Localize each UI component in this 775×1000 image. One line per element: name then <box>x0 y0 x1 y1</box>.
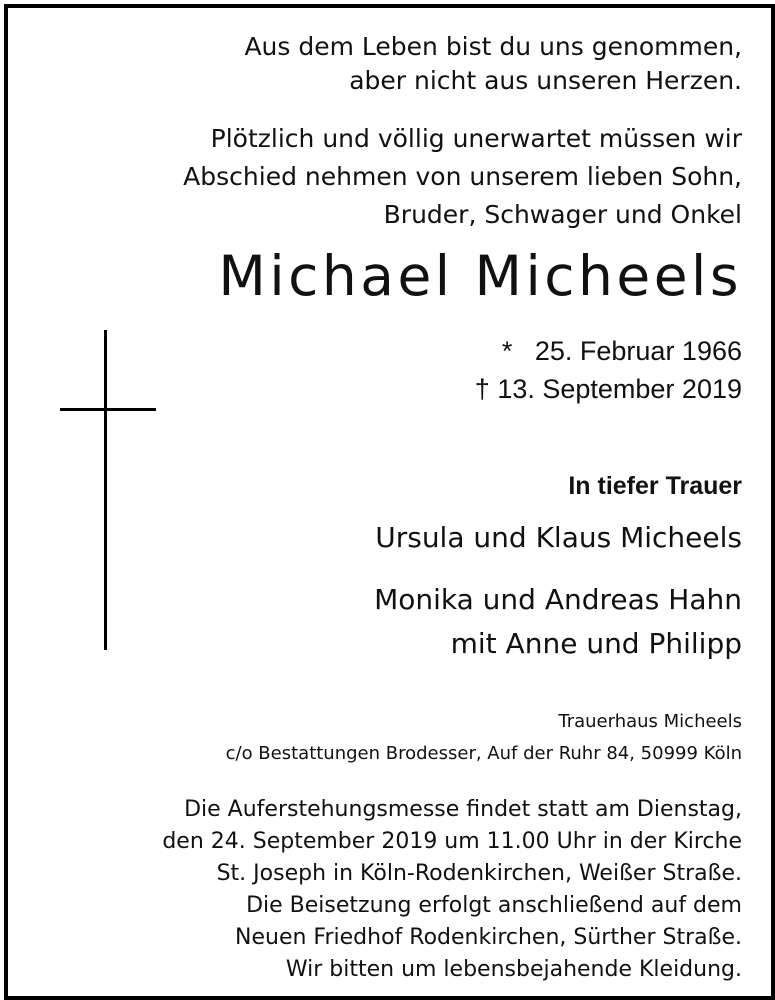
service-line: den 24. September 2019 um 11.00 Uhr in der Kirche <box>162 829 742 854</box>
address-line: Trauerhaus Micheels <box>558 711 742 732</box>
death-date-line <box>475 370 742 408</box>
cross-icon-vertical <box>104 330 107 650</box>
birth-date: 25. Februar 1966 <box>534 336 742 366</box>
cross-icon-horizontal <box>60 408 156 411</box>
condolence-address <box>226 706 742 770</box>
service-line: Die Beisetzung erfolgt anschließend auf dem <box>246 893 742 918</box>
quote-line: aber nicht aus unseren Herzen. <box>349 66 742 95</box>
memorial-quote <box>244 30 742 98</box>
announcement-line: Abschied nehmen von unserem lieben Sohn, <box>183 162 742 191</box>
obituary-notice <box>4 4 775 1000</box>
address-line: c/o Bestattungen Brodesser, Auf der Ruhr 84, 50999 Köln <box>225 743 742 764</box>
funeral-service-info <box>162 794 742 986</box>
service-line: Neuen Friedhof Rodenkirchen, Sürther Straße. <box>235 925 742 950</box>
service-line: Die Auferstehungsmesse findet statt am Dienstag, <box>184 797 742 822</box>
mourning-heading: In tiefer Trauer <box>568 472 742 500</box>
mourner-line: Monika und Andreas Hahn <box>374 583 742 616</box>
life-dates <box>475 332 742 408</box>
mourner-sibling-family <box>374 578 742 666</box>
service-line: St. Joseph in Köln-Rodenkirchen, Weißer Straße. <box>216 861 742 886</box>
announcement-text <box>183 120 742 234</box>
announcement-line: Plötzlich und völlig unerwartet müssen wir <box>210 124 742 153</box>
service-line: Wir bitten um lebensbejahende Kleidung. <box>285 957 742 982</box>
quote-line: Aus dem Leben bist du uns genommen, <box>244 32 742 61</box>
birth-symbol: * <box>501 336 513 366</box>
announcement-line: Bruder, Schwager und Onkel <box>383 200 742 229</box>
mourner-line: mit Anne und Philipp <box>450 627 742 660</box>
death-symbol: † <box>474 374 490 404</box>
mourner-parents: Ursula und Klaus Micheels <box>375 521 742 554</box>
birth-date-line <box>475 332 742 370</box>
death-date: 13. September 2019 <box>497 374 742 404</box>
deceased-name: Michael Micheels <box>218 244 742 308</box>
